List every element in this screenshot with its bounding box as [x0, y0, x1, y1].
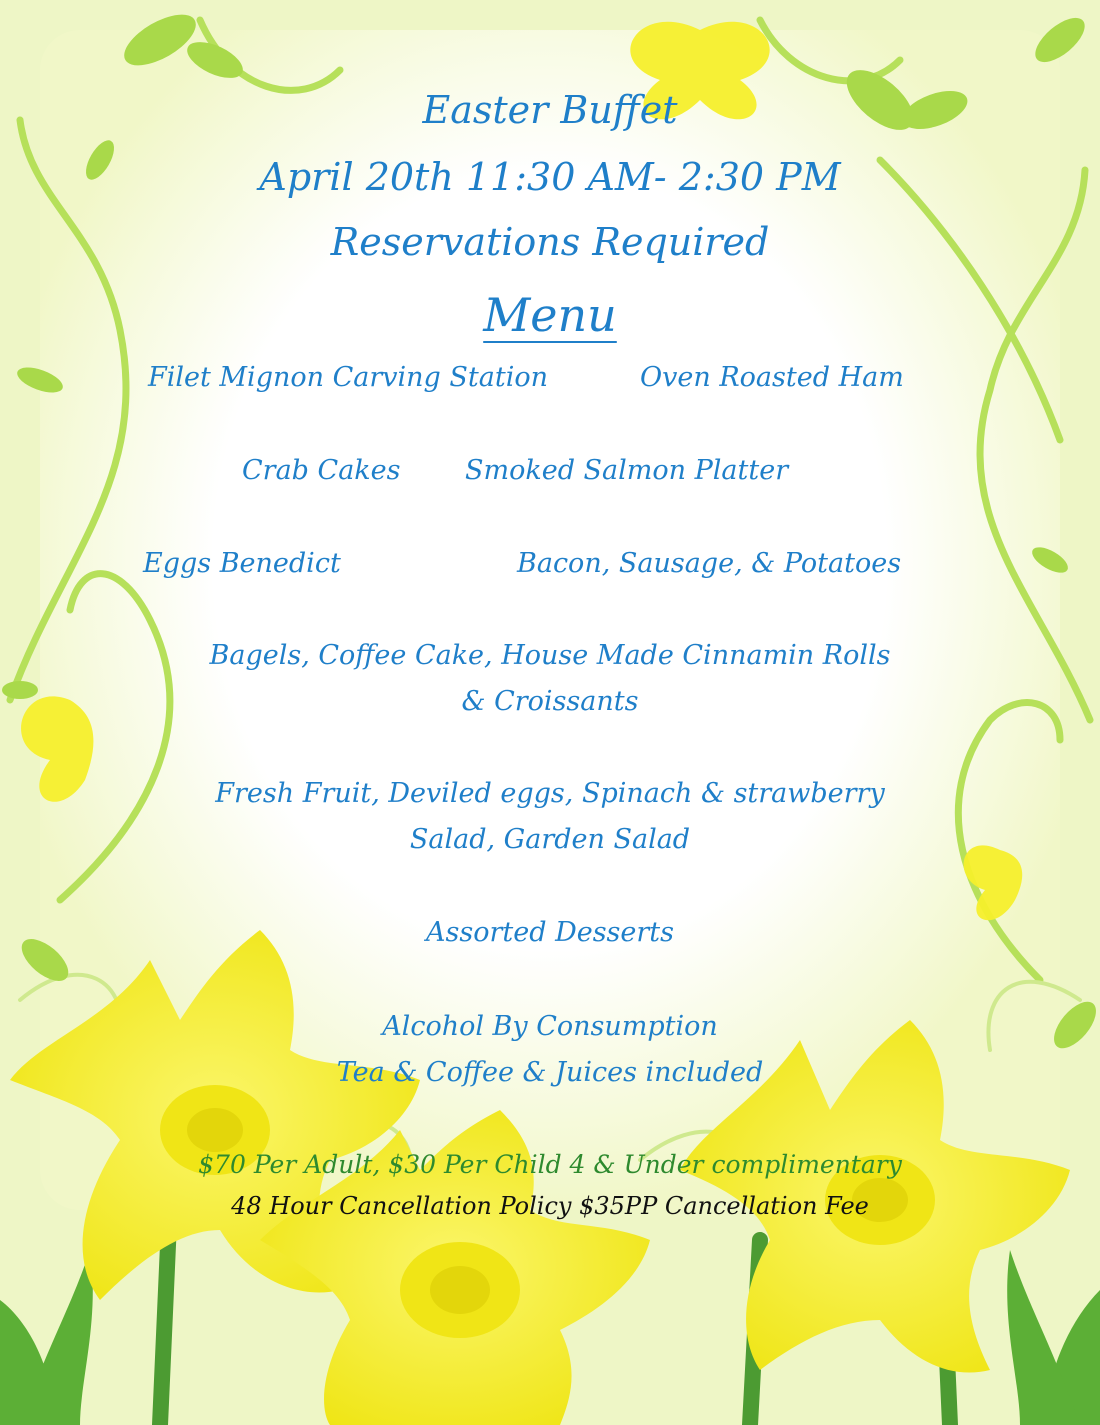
menu-item-crab-cakes: Crab Cakes	[242, 455, 401, 486]
menu-item-eggs-benedict: Eggs Benedict	[143, 548, 341, 579]
cancellation-policy: 48 Hour Cancellation Policy $35PP Cancellation Fee	[231, 1192, 869, 1220]
event-date-time: April 20th 11:30 AM- 2:30 PM	[259, 155, 841, 199]
menu-item-breads-line1: Bagels, Coffee Cake, House Made Cinnamin Rolls	[209, 640, 891, 671]
reservations-notice: Reservations Required	[330, 220, 770, 264]
menu-item-salads-line2: Salad, Garden Salad	[409, 824, 691, 855]
drinks-alcohol: Alcohol By Consumption	[382, 1011, 718, 1042]
menu-item-desserts: Assorted Desserts	[426, 917, 674, 948]
drinks-included: Tea & Coffee & Juices included	[336, 1057, 764, 1088]
menu-item-filet-mignon: Filet Mignon Carving Station	[148, 362, 548, 393]
menu-heading: Menu	[483, 288, 617, 342]
menu-item-breads-line2: & Croissants	[461, 686, 639, 717]
menu-item-bacon-sausage: Bacon, Sausage, & Potatoes	[517, 548, 902, 579]
menu-item-salmon: Smoked Salmon Platter	[465, 455, 789, 486]
event-title: Easter Buffet	[422, 88, 678, 132]
menu-item-ham: Oven Roasted Ham	[640, 362, 904, 393]
pricing-line: $70 Per Adult, $30 Per Child 4 & Under complimentary	[198, 1150, 902, 1179]
menu-item-salads-line1: Fresh Fruit, Deviled eggs, Spinach & strawberry	[215, 778, 885, 809]
